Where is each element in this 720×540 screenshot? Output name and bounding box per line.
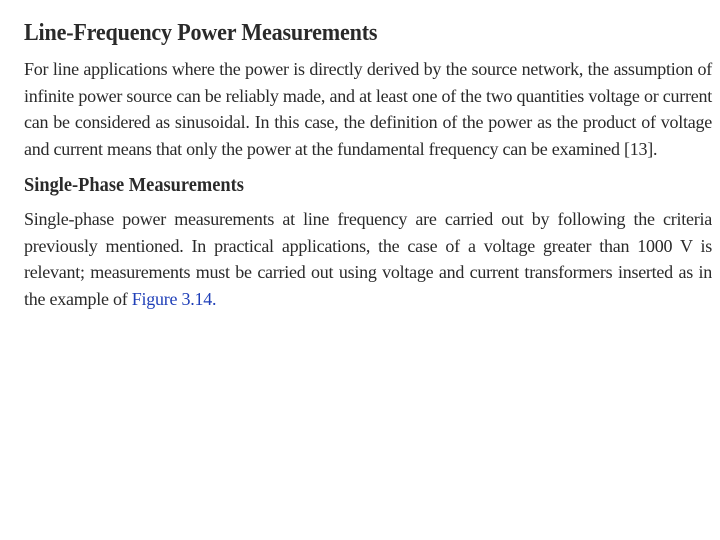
document-page	[24, 18, 712, 312]
subsection-heading: Single-Phase Measurements	[24, 174, 244, 196]
subsection-paragraph	[24, 206, 712, 312]
section-heading: Line-Frequency Power Measurements	[24, 20, 378, 46]
section-paragraph: For line applications where the power is directly derived by the source network, the assumption of infinite power source can be reliably made, and at least one of the two quantities voltage or current can be considered as sinusoidal. In this case, the definition of the power as the product of voltage and current means that only the power at the fundamental frequency can be examined [13].	[24, 59, 712, 159]
figure-reference-link[interactable]: Figure 3.14.	[131, 288, 217, 309]
subsection-paragraph-text: Single-phase power measurements at line frequency are carried out by following the criteria previously mentioned. In practical applications, the case of a voltage greater than 1000 V is relevant; measurements must be carried out using voltage and current transformers inserted as in the example of	[24, 209, 712, 309]
